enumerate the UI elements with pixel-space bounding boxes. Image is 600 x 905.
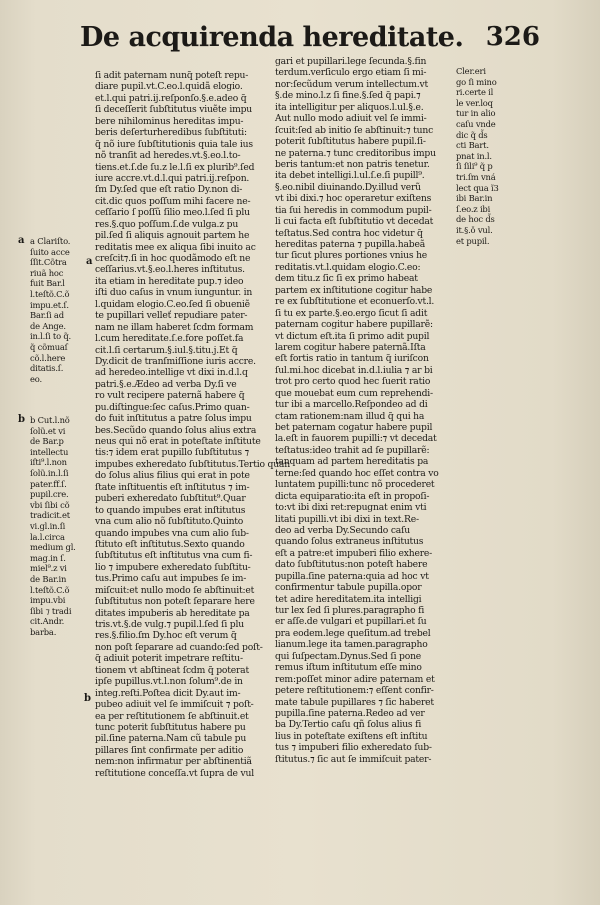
text-line: ſul.mi.hoc dicebat in.d.l.iulia ⁊ ar bi (275, 364, 433, 376)
text-line: teſtatus.Sed contra hoc videtur q̃ (275, 227, 423, 239)
text-line: ipſe pupillus.vt.l.non ſolum⁹.de in (95, 676, 243, 688)
text-line: pillares ſint confirmate per aditio (95, 744, 244, 756)
text-line: rem:poſſet minor adire paternam et (275, 673, 435, 685)
gloss-line: caſu vnde (456, 118, 496, 129)
gloss-line: ibi Bar.in (456, 193, 493, 204)
text-line: tris.vt.§.de vulg.⁊ pupil.l.ſed ſi plu (95, 619, 244, 630)
text-line: lius in poteſtate exiſtens eſt inſtitu (275, 730, 428, 742)
text-line: reditatis mee ex aliqua ſibi inuito ac (95, 241, 256, 253)
text-line: integ.reſti.Poſtea dicit Dy.aut im- (95, 687, 241, 699)
folio-number: 326 (485, 22, 540, 52)
gloss-line: cõ.l.here (30, 352, 66, 363)
text-line: tis:⁊ idem erat pupillo ſubſtitutus ⁊ (95, 447, 249, 459)
gloss-line: fuit Bar.l (30, 278, 65, 289)
gloss-line: ditatis.ſ. (30, 363, 64, 374)
page-title: De acquirenda hereditate. (80, 22, 464, 53)
text-line: mate tabule pupillares ⁊ ſic haberet (275, 696, 434, 708)
text-line: ne paterna.⁊ tunc creditoribus impu (275, 147, 436, 159)
gloss-line: ſſit.Cõtra (30, 257, 67, 268)
gloss-line: et pupil. (456, 235, 490, 246)
gloss-line: ſi ſili⁹ q̃ p (456, 161, 493, 172)
gloss-line: la.l.circa (30, 531, 65, 542)
text-column-left (95, 70, 290, 779)
gloss-line: it.§.ǒ vul. (456, 224, 493, 235)
gloss-line: lect qua ĩ3 (456, 182, 499, 193)
text-line: qui ſuſpectam.Dynus.Sed ſi pone (275, 650, 422, 662)
text-line: larem cogitur habere paternã.Iſta (275, 341, 426, 353)
gloss-line: tur in alio (456, 108, 496, 119)
gloss-line: tradicit.et (30, 510, 70, 521)
text-line: l.quidam elogio.C.eo.ſed ſi obueniẽ (95, 298, 250, 310)
text-line: nam ne illam haberet ſcdm formam (95, 321, 254, 333)
text-line: terne:ſed quando hoc eſſet contra vo (275, 467, 439, 479)
gloss-marker-a: a (18, 235, 25, 246)
text-line: paternam cogitur habere pupillarẽ: (275, 319, 433, 331)
gloss-line: l.teſtõ.C.õ (30, 288, 70, 299)
text-line: quando impubes vna cum alio ſub- (95, 527, 249, 539)
gloss-line: miel⁹.z vi (30, 563, 67, 574)
text-line: vt ibi dixi.⁊ hoc operaretur exiſtens (275, 193, 432, 205)
text-line: ita etiam in hereditate pup.⁊ ideo (95, 275, 244, 287)
text-line: er aſſe.de vulgari et pupillari.et ſu (275, 616, 427, 628)
gloss-line: go ſi mino (456, 76, 497, 87)
text-line: ſubſtitutus eſt inſtitutus vna cum fi- (95, 550, 253, 562)
text-line: trot pro certo quod hec ſuerit ratio (275, 376, 431, 388)
text-column-right (275, 56, 453, 765)
text-line: dato ſubſtitutus:non poteſt habere (275, 559, 428, 571)
text-line: ſtate inſtituentis eſt inſtitutus ⁊ im- (95, 481, 250, 493)
text-line: §.de mino.l.z ſi fine.§.ſed q̃ papi.⁊ (275, 90, 421, 102)
text-line: ſi tu ex parte.§.eo.ergo ſicut ſi adit (275, 307, 428, 319)
text-line: l.cum hereditate.ſ.e.fore poſſet.fa (95, 333, 244, 345)
gloss-line: cti Bart. (456, 140, 489, 151)
text-line: tionem vt abſtineat ſcdm q̃ poterat (95, 664, 249, 676)
text-line: et.l.qui patri.ij.reſponſo.§.e.adeo q̃ (95, 92, 247, 104)
gloss-line: riuã hoc (30, 267, 64, 278)
text-line: dicta equiparatio:ita eſt in propoſi- (275, 490, 430, 502)
text-line: remus iſtum inſtitutum eſſe mino (275, 662, 422, 674)
text-line: te pupillari velleť repudiare pater- (95, 310, 248, 322)
text-line: nor:ſecũdum verum intellectum.vt (275, 78, 429, 90)
text-line: patri.§.e.Ædeo ad verba Dy.ſi ve (95, 378, 237, 390)
text-line: creſcit⁊.ſi in hoc quodãmodo eſt ne (95, 253, 251, 264)
text-line: iſti duo caſus in vnum iunguntur. in (95, 287, 253, 299)
text-line: tur lex ſed ſi plures.paragrapho fi (275, 605, 425, 616)
gloss-line: in.l.ſi to q̃. (30, 331, 72, 342)
text-line: to quando impubes erat inſtitutus (95, 504, 246, 516)
text-line: gari et pupillari.lege ſecunda.§.fin (275, 56, 427, 67)
text-line: ſm Dy.ſed que eſt ratio Dy.non di- (95, 184, 243, 196)
text-line: res.§.filio.ſm Dy.hoc eſt verum q̃ (95, 630, 237, 642)
text-line: tia ſui heredis in commodum pupil- (275, 204, 432, 216)
text-line: ceſſarius.vt.§.eo.l.heres inſtitutus. (95, 264, 245, 276)
text-line: vna cum alio nõ ſubſtituto.Quinto (95, 516, 244, 528)
text-line: cit.l.ſi certarum.§.iul.§.titu.j.Et q̃ (95, 344, 238, 356)
text-line: deo ad verba Dy.Secundo caſu (275, 524, 410, 536)
text-line: reditatis.vt.l.quidam elogio.C.eo: (275, 261, 421, 273)
text-line: miſcuit:et nullo modo ſe abſtinuit:et (95, 584, 255, 596)
text-line: litati pupilli.vt ibi dixi in text.Re- (275, 513, 419, 525)
gloss-line: Bar.ſi ad (30, 310, 64, 321)
text-line: ad heredeo.intellige vt dixi in.d.l.q (95, 367, 248, 379)
gloss-line: impu.vbi (30, 595, 66, 606)
text-line: ſi deceſſerit ſubſtitutus viuẽte impu (95, 104, 253, 116)
text-line: Dy.dicit de tranſmiſſione iuris accre. (95, 355, 256, 367)
margin-gloss-right (456, 66, 518, 246)
text-line: quando ſolus extraneus inſtitutus (275, 536, 424, 548)
text-line: puberi exheredato ſubſtitut⁹.Quar (95, 493, 246, 505)
text-line: Aut nullo modo adiuit vel ſe immi- (275, 113, 427, 125)
text-marker-b: b (84, 693, 91, 704)
text-line: tus ⁊ impuberi filio exheredato ſub- (275, 742, 432, 754)
text-line: teſtatus:ideo trahit ad ſe pupillarẽ: (275, 444, 430, 456)
gloss-line: ſuito acce (30, 246, 70, 257)
gloss-line: pupil.cre. (30, 489, 69, 500)
gloss-line: de Ange. (30, 320, 66, 331)
gloss-line: Cler.eri (456, 66, 486, 76)
text-line: eſt fortis ratio in tantum q̃ iuriſcon (275, 353, 429, 365)
gloss-line: b Cut.l.nõ (30, 415, 70, 425)
text-line: ea per reſtitutionem ſe abſtinuit.et (95, 710, 249, 722)
text-line: §.eo.nibil diuinando.Dy.illud verũ (275, 181, 421, 193)
gloss-line: iſti⁹.l.non (30, 457, 67, 468)
gloss-line: pater.ff.ſ. (30, 478, 67, 489)
text-line: la.eſt in fauorem pupilli:⁊ vt decedat (275, 433, 437, 445)
text-line: cit.dic quos poſſum mihi facere ne- (95, 195, 251, 207)
text-line: ſtituto eſt inſtitutus.Sexto quando (95, 538, 245, 550)
text-line: ctam rationem:nam illud q̃ qui ha (275, 410, 425, 422)
text-line: tet adire hereditatem.ita intelligi (275, 593, 422, 605)
gloss-marker-b: b (18, 414, 25, 425)
text-line: pubeo adiuit vel ſe immiſcuit ⁊ poſt- (95, 699, 254, 711)
gloss-line: le ver.loq (456, 97, 493, 108)
gloss-line: vbi ſibi cõ (30, 499, 70, 510)
text-line: dem titu.z ſic ſi ex primo habeat (275, 273, 418, 285)
text-line: pra eodem.lege queſitum.ad trebel (275, 627, 431, 639)
text-line: ba Dy.Tertio caſu qñ ſolus alius fi (275, 719, 422, 731)
text-line: ditates impuberis ab hereditate pa (95, 607, 250, 619)
gloss-line: cit.Andr. (30, 616, 65, 627)
gloss-line: intellectu (30, 446, 69, 457)
gloss-line: tri.ſm vná (456, 171, 496, 182)
text-line: tunc poterit ſubſtitutus habere pu (95, 721, 246, 733)
text-line: to:vt ibi dixi ret:repugnat enim vti (275, 502, 427, 514)
gloss-line: ſ.eo.z ibi (456, 203, 491, 214)
text-marker-a: a (86, 256, 93, 267)
text-line: partem ex inſtitutione cogitur habe (275, 284, 433, 296)
gloss-line: a Clariſto. (30, 236, 71, 246)
text-line: ſubſtitutus non poteſt ſeparare here (95, 596, 255, 608)
text-line: do ſolus alius filius qui erat in pote (95, 470, 250, 482)
text-line: pupilla.ſine paterna:quia ad hoc vt (275, 570, 429, 582)
text-line: neus qui nõ erat in poteſtate inſtitute (95, 436, 261, 447)
text-line: ſcuit:ſed ab initio ſe abſtinuit:⁊ tunc (275, 124, 434, 136)
gloss-line: eo. (30, 373, 42, 384)
text-line: bere nihilominus hereditas impu- (95, 115, 244, 127)
margin-gloss-b (30, 415, 90, 637)
text-line: q̃ adiuit poterit impetrare reſtitu- (95, 653, 243, 665)
text-line: bes.Secũdo quando ſolus alius extra (95, 424, 257, 436)
text-line: re ex ſubſtitutione et econuerſo.vt.l. (275, 296, 435, 308)
text-line: beris deſerturheredibus ſubſtituti: (95, 127, 247, 139)
text-line: tur ſicut plures portiones vnius he (275, 250, 428, 262)
text-line: ſtitutus.⁊ ſic aut ſe immiſcuit pater- (275, 753, 432, 765)
text-line: ro vult recipere paternã habere q̃ (95, 390, 245, 402)
text-line: poterit ſubſtitutus habere pupil.ſi- (275, 136, 426, 148)
text-line: q̃ nõ iure ſubſtitutionis quia tale ius (95, 138, 253, 150)
gloss-line: ſolũ.et vi (30, 425, 66, 436)
gloss-line: de Bar.p (30, 436, 64, 447)
text-line: que mouebat eum cum reprehendi- (275, 387, 433, 399)
gloss-line: vi.gl.in.ſi (30, 520, 66, 531)
text-line: bet paternam cogatur habere pupil (275, 422, 433, 433)
gloss-line: de hoc d̃s (456, 214, 495, 225)
text-line: terdum.verſiculo ergo etiam ſi mi- (275, 67, 427, 79)
text-line: beris tantum:et non patris tenetur. (275, 158, 430, 170)
gloss-line: q̃ cõmuaſ (30, 341, 68, 352)
text-line: tur ibi a marcello.Reſpondeo ad di (275, 399, 428, 411)
text-line: non poſt ſeparare ad cuando:ſed poſt- (95, 641, 263, 653)
text-line: nõ tranſit ad heredes.vt.§.eo.l.to- (95, 150, 241, 162)
gloss-line: ri.certe il (456, 87, 494, 98)
text-line: li cui facta eſt ſubſtitutio vt decedat (275, 216, 434, 228)
text-line: hereditas paterna ⁊ pupilla.habeã (275, 239, 425, 250)
text-line: pil.ſine paterna.Nam cũ tabule pu (95, 733, 247, 745)
text-line: petere reſtitutionem:⁊ eſſent confir- (275, 685, 434, 697)
text-line: res.§.quo poſſum.ſ.de vulga.z pu (95, 218, 239, 230)
text-line: iure accre.vt.d.l.qui patri.ij.reſpon. (95, 172, 250, 184)
gloss-line: impu.et.ſ. (30, 299, 69, 310)
text-line: lio ⁊ impubere exheredato ſubſtitu- (95, 561, 251, 573)
text-line: luntatem pupilli:tunc nõ procederet (275, 479, 435, 491)
text-line: tiens.et.ſ.de ſu.z le.l.ſi ex plurib⁹.ſed (95, 161, 255, 173)
text-line: eſt a patre:et impuberi filio exhere- (275, 547, 433, 559)
text-line: tanquam ad partem hereditatis pa (275, 456, 429, 468)
text-line: ita debet intelligi.l.ul.ſ.e.ſi pupill⁹. (275, 170, 425, 182)
text-line: nem:non infirmatur per abſtinentiã (95, 756, 252, 768)
text-line: pu.diſtingue:ſec caſus.Primo quan- (95, 401, 250, 413)
gloss-line: pnat in.l. (456, 150, 492, 161)
text-line: ita intelligitur per aliquos.l.ul.§.e. (275, 101, 424, 113)
text-line: pil.ſed ſi aliquis agnouit partem he (95, 230, 250, 242)
text-line: pupilla.ſine paterna.Redeo ad ver (275, 707, 425, 719)
text-line: vt dictum eſt.ita ſi primo adit pupil (275, 330, 430, 342)
gloss-line: dic q̃ d̃s (456, 129, 488, 140)
gloss-line: de Bar.in (30, 573, 67, 584)
text-line: tus.Primo caſu aut impubes ſe im- (95, 573, 247, 585)
text-line: ceſſario ſ poſſũ ſilio meo.l.ſed ſi plu (95, 207, 250, 219)
gloss-line: mag.in ſ. (30, 552, 66, 563)
margin-gloss-a (30, 236, 93, 384)
gloss-line: barba. (30, 626, 57, 637)
gloss-line: ſolũ.in.l.ſi (30, 467, 69, 478)
text-line: impubes exheredato ſubſtitutus.Tertio quan (95, 458, 290, 470)
text-line: diare pupil.vt.C.eo.l.quidã elogio. (95, 81, 243, 93)
text-line: ſi adit paternam nunq̃ poteſt repu- (95, 70, 249, 81)
gloss-line: medium gl. (30, 542, 76, 553)
text-line: lianum.lege ita tamen.paragrapho (275, 639, 428, 651)
text-line: reſtitutione conceſſa.vt ſupra de vul (95, 767, 254, 779)
gloss-line: ſibi ⁊ tradi (30, 605, 72, 616)
gloss-line: l.teſtõ.C.õ (30, 584, 70, 595)
text-line: confirmentur tabule pupilla.opor (275, 582, 422, 594)
text-line: do fuit inſtitutus a patre ſolus impu (95, 413, 252, 425)
